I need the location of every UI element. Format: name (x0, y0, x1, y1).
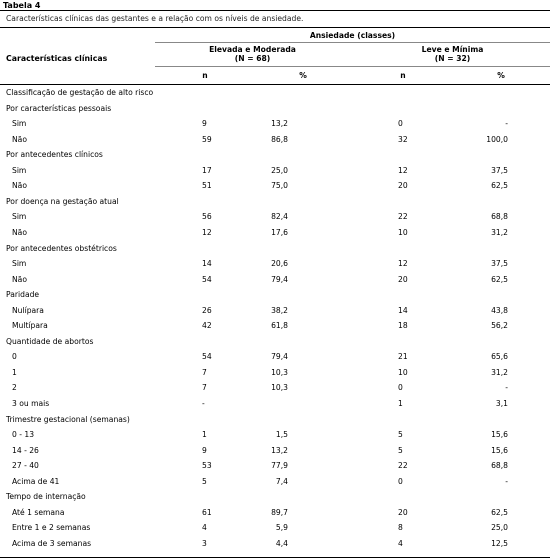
table-row (0, 228, 550, 241)
cell-pct-leve: 12,5 (491, 538, 508, 548)
table-row (0, 539, 550, 552)
row-label: Sim (12, 165, 27, 175)
cell-n-leve: 20 (398, 507, 408, 517)
cell-n-elevada: 5 (202, 476, 207, 486)
cell-n-elevada: 53 (202, 461, 212, 471)
cell-pct-elevada: 10,3 (271, 367, 288, 377)
row-label: Não (12, 274, 27, 284)
table-row (0, 181, 550, 194)
cell-n-leve: 32 (398, 134, 408, 144)
cell-pct-leve: 31,2 (491, 367, 508, 377)
row-label: 0 - 13 (12, 430, 35, 440)
header-bottom-rule (0, 84, 550, 85)
col-pct-2: % (497, 71, 505, 80)
cell-pct-elevada: 20,6 (271, 259, 288, 269)
row-label: 0 (12, 352, 17, 362)
table-label: Tabela 4 (3, 1, 41, 10)
section-row (0, 415, 550, 428)
row-label: Sim (12, 259, 27, 269)
col-group-2-line2: (N = 32) (434, 54, 471, 63)
table-row (0, 321, 550, 334)
cell-n-elevada: 7 (202, 383, 207, 393)
col-pct-1: % (299, 71, 307, 80)
cell-pct-elevada: 79,4 (271, 352, 288, 362)
cell-pct-leve: 43,8 (491, 305, 508, 315)
cell-n-elevada: 7 (202, 367, 207, 377)
cell-n-leve: 18 (398, 321, 408, 331)
cell-n-elevada: 42 (202, 321, 212, 331)
cell-pct-elevada: 79,4 (271, 274, 288, 284)
row-label: 3 ou mais (12, 399, 50, 408)
cell-pct-leve: 68,8 (491, 212, 508, 222)
cell-pct-elevada: 75,0 (271, 181, 288, 191)
cell-pct-leve: 62,5 (491, 181, 508, 191)
table-row (0, 477, 550, 490)
table-row (0, 306, 550, 319)
row-label: Sim (12, 119, 27, 129)
cell-pct-leve: 25,0 (491, 523, 508, 533)
table-row (0, 352, 550, 365)
section-row (0, 492, 550, 505)
row-label: 1 (12, 367, 17, 377)
table-row (0, 461, 550, 474)
row-label: 27 - 40 (12, 461, 39, 471)
cell-pct-leve: 56,2 (491, 321, 508, 331)
cell-n-elevada: 9 (202, 119, 207, 129)
subsection-row (0, 150, 550, 163)
cell-n-elevada: 4 (202, 523, 207, 533)
cell-n-elevada: 54 (202, 274, 212, 284)
table-row (0, 430, 550, 443)
section-row (0, 88, 550, 101)
cell-pct-elevada: 82,4 (271, 212, 288, 222)
cell-n-leve: 0 (398, 476, 403, 486)
group-title: Ansiedade (classes) (309, 31, 396, 40)
cell-n-leve: 22 (398, 212, 408, 222)
table-row (0, 135, 550, 148)
cell-pct-elevada: 4,4 (275, 538, 288, 548)
cell-pct-elevada: 13,2 (271, 119, 288, 129)
row-header: Características clínicas (6, 54, 108, 63)
col-group-1-line1: Elevada e Moderada (209, 45, 296, 54)
cell-pct-elevada: 5,9 (275, 523, 288, 533)
cell-n-leve: 21 (398, 352, 408, 362)
table-row (0, 166, 550, 179)
cell-pct-elevada: 77,9 (271, 461, 288, 471)
section-row (0, 337, 550, 350)
cell-pct-elevada: 89,7 (271, 507, 288, 517)
cell-pct-elevada: 38,2 (271, 305, 288, 315)
row-label: Por antecedentes clínicos (6, 150, 103, 160)
table-row (0, 383, 550, 396)
cell-n-leve: 4 (398, 538, 403, 548)
cell-pct-elevada: 10,3 (271, 383, 288, 393)
cell-n-leve: 20 (398, 181, 408, 191)
bottom-rule (0, 557, 550, 558)
cell-n-elevada: - (202, 399, 205, 408)
cell-n-elevada: 26 (202, 305, 212, 315)
row-label: 2 (12, 383, 17, 393)
table-row (0, 275, 550, 288)
table-row (0, 399, 550, 412)
top-rule (0, 10, 550, 11)
cell-n-leve: 1 (398, 399, 403, 408)
row-label: Acima de 3 semanas (12, 538, 92, 548)
cell-pct-leve: 62,5 (491, 507, 508, 517)
row-label: Não (12, 181, 27, 191)
cell-n-leve: 20 (398, 274, 408, 284)
table-row (0, 119, 550, 132)
cell-n-elevada: 54 (202, 352, 212, 362)
cell-n-leve: 10 (398, 367, 408, 377)
table-row (0, 508, 550, 521)
cell-pct-leve: 37,5 (491, 259, 508, 269)
row-label: Acima de 41 (12, 476, 60, 486)
table-row (0, 212, 550, 225)
cell-n-elevada: 3 (202, 538, 207, 548)
subheader-rule (155, 66, 550, 67)
cell-pct-elevada: 61,8 (271, 321, 288, 331)
row-label: Por doença na gestação atual (6, 196, 119, 206)
col-group-2-line1: Leve e Mínima (421, 45, 484, 54)
cell-pct-leve: 3,1 (495, 399, 508, 408)
cell-pct-leve: - (505, 119, 508, 129)
row-label: Entre 1 e 2 semanas (12, 523, 91, 533)
section-row (0, 290, 550, 303)
row-label: Paridade (6, 290, 40, 300)
cell-pct-elevada: 1,5 (275, 430, 288, 440)
cell-n-elevada: 9 (202, 445, 207, 455)
row-label: Trimestre gestacional (semanas) (6, 414, 130, 424)
cell-pct-leve: 65,6 (491, 352, 508, 362)
cell-n-leve: 14 (398, 305, 408, 315)
cell-n-elevada: 56 (202, 212, 212, 222)
cell-n-leve: 22 (398, 461, 408, 471)
cell-n-elevada: 14 (202, 259, 212, 269)
cell-pct-leve: - (505, 476, 508, 486)
row-label: Quantidade de abortos (6, 336, 94, 346)
cell-pct-leve: - (505, 383, 508, 393)
cell-pct-elevada: 7,4 (275, 476, 288, 486)
cell-n-leve: 12 (398, 259, 408, 269)
cell-n-elevada: 61 (202, 507, 212, 517)
cell-n-elevada: 12 (202, 227, 212, 237)
table-row (0, 368, 550, 381)
row-label: Classificação de gestação de alto risco (6, 88, 154, 97)
row-label: Por características pessoais (6, 103, 112, 113)
row-label: Não (12, 134, 27, 144)
cell-pct-leve: 15,6 (491, 430, 508, 440)
row-label: Tempo de internação (6, 492, 86, 502)
row-label: Sim (12, 212, 27, 222)
cell-pct-elevada: 25,0 (271, 165, 288, 175)
header-top-rule (0, 27, 550, 28)
col-group-1-line2: (N = 68) (234, 54, 271, 63)
table-caption: Características clínicas das gestantes e a relação com os níveis de ansiedade. (6, 14, 304, 23)
cell-pct-leve: 62,5 (491, 274, 508, 284)
row-label: Multípara (12, 321, 48, 331)
cell-n-leve: 0 (398, 119, 403, 129)
cell-n-leve: 10 (398, 227, 408, 237)
cell-pct-elevada: 13,2 (271, 445, 288, 455)
cell-n-leve: 5 (398, 445, 403, 455)
cell-pct-elevada: 86,8 (271, 134, 288, 144)
row-label: Por antecedentes obstétricos (6, 243, 117, 253)
cell-n-leve: 0 (398, 383, 403, 393)
cell-pct-leve: 68,8 (491, 461, 508, 471)
cell-n-leve: 8 (398, 523, 403, 533)
cell-n-elevada: 59 (202, 134, 212, 144)
row-label: Não (12, 227, 27, 237)
row-label: Até 1 semana (12, 507, 65, 517)
cell-pct-leve: 15,6 (491, 445, 508, 455)
col-n-2: n (400, 71, 406, 80)
table-row (0, 446, 550, 459)
cell-n-elevada: 51 (202, 181, 212, 191)
cell-pct-leve: 31,2 (491, 227, 508, 237)
row-label: Nulípara (12, 305, 44, 315)
cell-n-leve: 12 (398, 165, 408, 175)
subsection-row (0, 244, 550, 257)
subsection-row (0, 197, 550, 210)
cell-pct-leve: 37,5 (491, 165, 508, 175)
cell-n-elevada: 1 (202, 430, 207, 440)
cell-n-leve: 5 (398, 430, 403, 440)
cell-pct-leve: 100,0 (486, 134, 508, 144)
table-row (0, 259, 550, 272)
group-rule (155, 42, 550, 43)
col-n-1: n (202, 71, 208, 80)
cell-pct-elevada: 17,6 (271, 227, 288, 237)
subsection-row (0, 104, 550, 117)
row-label: 14 - 26 (12, 445, 39, 455)
table-row (0, 523, 550, 536)
cell-n-elevada: 17 (202, 165, 212, 175)
